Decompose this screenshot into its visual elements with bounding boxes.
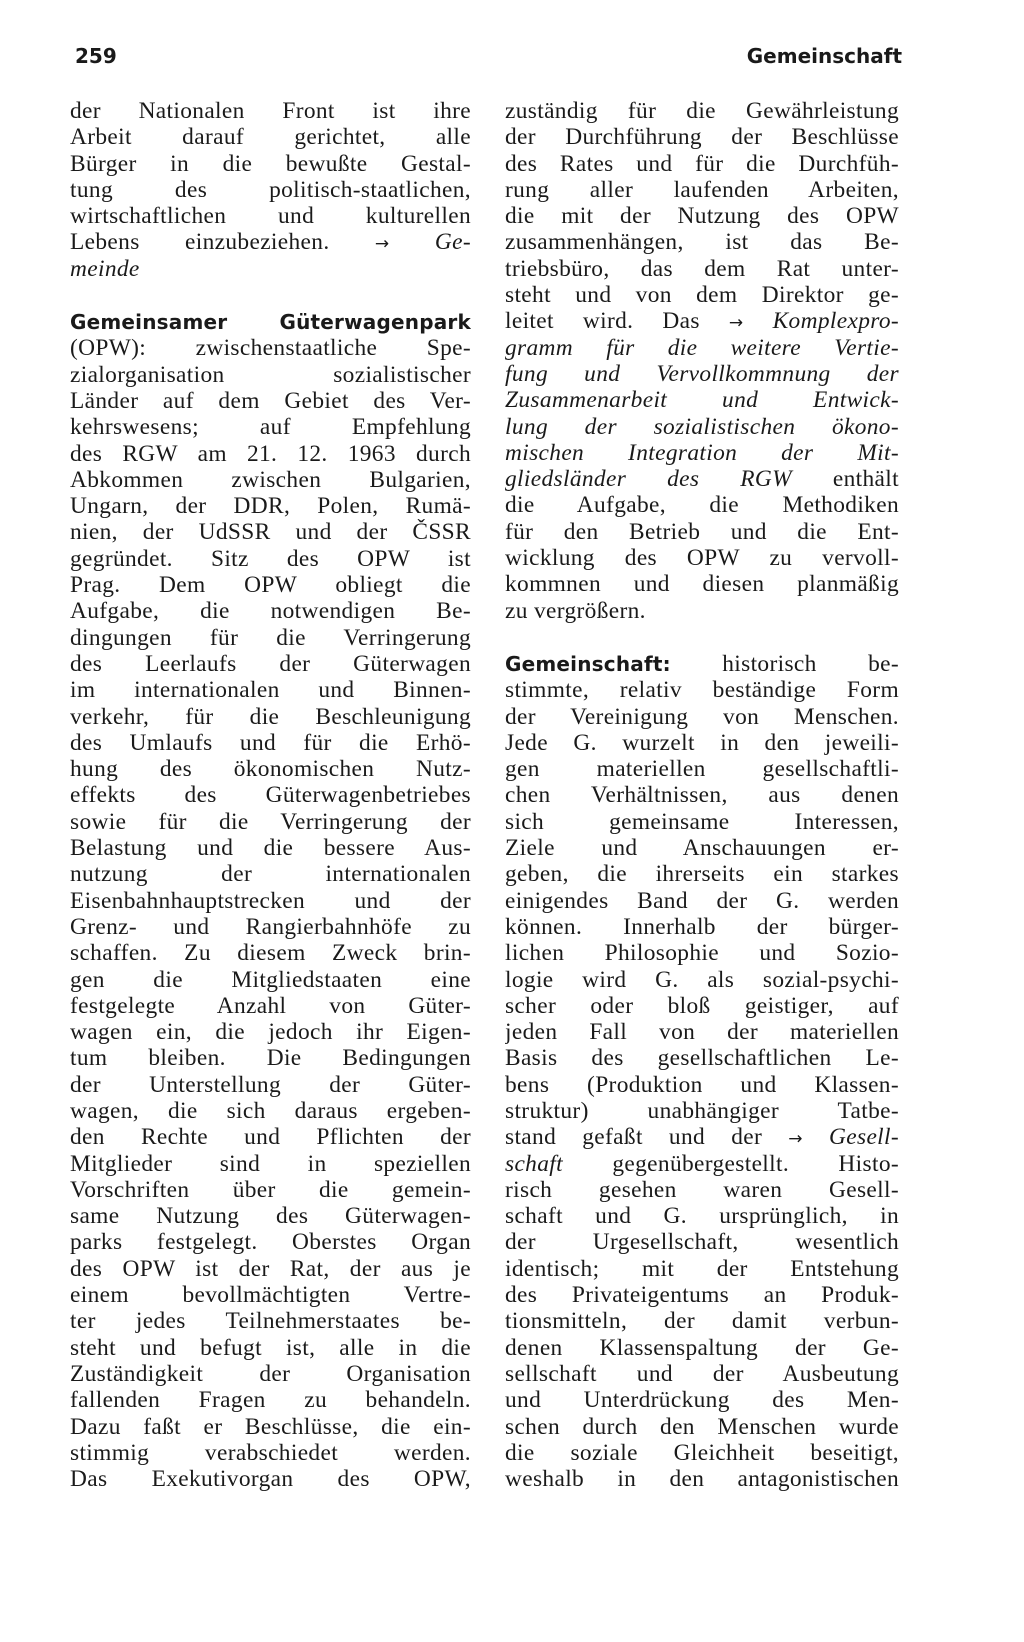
entry-heading-line (70, 309, 471, 335)
text-line: Grenz- und Rangierbahnhöfe zu (70, 913, 471, 940)
text-line: Dazu faßt er Beschlüsse, die ein- (70, 1413, 471, 1440)
paragraph-gap (505, 624, 899, 651)
text-line: können. Innerhalb der bürger- (505, 913, 899, 940)
text-line: verkehr, für die Beschleunigung (70, 703, 471, 730)
text-line: der Nationalen Front ist ihre (70, 98, 471, 124)
text-line: im internationalen und Binnen- (70, 677, 471, 704)
cross-reference: meinde (70, 255, 140, 282)
text-fragment: leitet wird. Das (505, 308, 700, 335)
text-line: hung des ökonomischen Nutz- (70, 756, 471, 783)
text-line: des RGW am 21. 12. 1963 durch (70, 440, 471, 467)
text-line: sellschaft und der Ausbeutung (505, 1360, 899, 1387)
text-line: nutzung der internationalen (70, 861, 471, 888)
cross-reference: Ge- (434, 229, 471, 256)
text-line: die mit der Nutzung des OPW (505, 203, 899, 230)
text-line: sich gemeinsame Interessen, (505, 808, 899, 835)
text-line: der Vereinigung von Menschen. (505, 703, 899, 730)
text-fragment: historisch be- (722, 650, 899, 677)
text-line: festgelegte Anzahl von Güter- (70, 992, 471, 1019)
lemma-heading: Gemeinsamer Güterwagenpark (70, 310, 471, 335)
lemma-heading: Gemeinschaft: (505, 651, 671, 676)
text-line: tionsmitteln, der damit verbun- (505, 1308, 899, 1335)
text-line: der Unterstellung der Güter- (70, 1071, 471, 1098)
text-line: des Rates und für die Durchfüh- (505, 150, 899, 177)
paragraph-gap (70, 282, 471, 309)
text-line: Länder auf dem Gebiet des Ver- (70, 387, 471, 414)
text-line: bens (Produktion und Klassen- (505, 1071, 899, 1098)
text-line: identisch; mit der Entstehung (505, 1255, 899, 1282)
cross-reference-line: fung und Vervollkommnung der (505, 360, 899, 387)
text-fragment: enthält (832, 466, 899, 493)
text-line: des Privateigentums an Produk- (505, 1282, 899, 1309)
text-line: Ziele und Anschauungen er- (505, 835, 899, 862)
text-line: geben, die ihrerseits ein starkes (505, 861, 899, 888)
text-line: struktur) unabhängiger Tatbe- (505, 1097, 899, 1124)
text-line: logie wird G. als sozial-psychi- (505, 966, 899, 993)
text-line: wicklung des OPW zu vervoll- (505, 545, 899, 572)
text-line: der Durchführung der Beschlüsse (505, 124, 899, 151)
text-line: (OPW): zwischenstaatliche Spe- (70, 335, 471, 362)
text-line: gegründet. Sitz des OPW ist (70, 545, 471, 572)
text-line: tum bleiben. Die Bedingungen (70, 1045, 471, 1072)
text-line: für den Betrieb und die Ent- (505, 518, 899, 545)
text-line: gen die Mitgliedstaaten eine (70, 966, 471, 993)
text-line: Jede G. wurzelt in den jeweili- (505, 729, 899, 756)
text-line: Vorschriften über die gemein- (70, 1176, 471, 1203)
entry-heading-line (505, 651, 899, 677)
cross-reference-line: mischen Integration der Mit- (505, 439, 899, 466)
cross-reference: schaft (505, 1150, 563, 1177)
right-column (505, 98, 899, 1492)
text-line: wagen, die sich daraus ergeben- (70, 1097, 471, 1124)
text-line: Basis des gesellschaftlichen Le- (505, 1045, 899, 1072)
text-line: gen materiellen gesellschaftli- (505, 756, 899, 783)
text-line-with-reference (505, 466, 899, 492)
text-line-with-reference (70, 256, 471, 282)
text-line: schen durch den Menschen wurde (505, 1413, 899, 1440)
text-line-with-reference (505, 1151, 899, 1177)
left-column (70, 98, 471, 1492)
text-line: same Nutzung des Güterwagen- (70, 1203, 471, 1230)
page-number: 259 (75, 44, 117, 68)
text-line: des Leerlaufs der Güterwagen (70, 650, 471, 677)
text-line: weshalb in den antagonistischen (505, 1466, 899, 1493)
text-line: stimmig verabschiedet werden. (70, 1439, 471, 1466)
text-line: zialorganisation sozialistischer (70, 361, 471, 388)
text-line: fallenden Fragen zu behandeln. (70, 1387, 471, 1414)
text-fragment: gegenübergestellt. Histo- (612, 1150, 899, 1177)
text-line: effekts des Güterwagenbetriebes (70, 782, 471, 809)
text-line: sowie für die Verringerung der (70, 808, 471, 835)
text-line: nien, der UdSSR und der ČSSR (70, 519, 471, 546)
text-line: wagen ein, die jedoch ihr Eigen- (70, 1019, 471, 1046)
text-line: triebsbüro, das dem Rat unter- (505, 255, 899, 282)
text-line: Abkommen zwischen Bulgarien, (70, 466, 471, 493)
cross-reference: Komplexpro- (772, 308, 899, 335)
text-line: Mitglieder sind in speziellen (70, 1150, 471, 1177)
text-line: zuständig für die Gewährleistung (505, 98, 899, 124)
text-line: ter jedes Teilnehmerstaates be- (70, 1308, 471, 1335)
text-line: Das Exekutivorgan des OPW, (70, 1466, 471, 1493)
cross-reference-line: gramm für die weitere Vertie- (505, 334, 899, 361)
text-line: jeden Fall von der materiellen (505, 1019, 899, 1046)
cross-reference: Gesell- (829, 1124, 899, 1151)
text-line: die soziale Gleichheit beseitigt, (505, 1439, 899, 1466)
text-line: zusammenhängen, ist das Be- (505, 229, 899, 256)
text-line: stimmte, relativ beständige Form (505, 677, 899, 704)
cross-reference-line: Zusammenarbeit und Entwick- (505, 387, 899, 414)
text-line: schaffen. Zu diesem Zweck brin- (70, 940, 471, 967)
cross-reference: gliedsländer des RGW (505, 466, 792, 493)
text-line: zu vergrößern. (505, 597, 646, 624)
text-line: schaft und G. ursprünglich, in (505, 1203, 899, 1230)
text-line: rung aller laufenden Arbeiten, (505, 176, 899, 203)
text-line: scher oder bloß geistiger, auf (505, 992, 899, 1019)
text-line: Zuständigkeit der Organisation (70, 1360, 471, 1387)
text-line: tung des politisch-staatlichen, (70, 176, 471, 203)
reference-arrow-icon: → (728, 313, 744, 334)
reference-arrow-icon: → (374, 234, 390, 255)
text-line: denen Klassenspaltung der Ge- (505, 1334, 899, 1361)
text-line: kehrswesens; auf Empfehlung (70, 414, 471, 441)
reference-arrow-icon: → (788, 1129, 803, 1150)
running-head: Gemeinschaft (746, 44, 902, 68)
text-line: steht und befugt ist, alle in die (70, 1334, 471, 1361)
text-line: Arbeit darauf gerichtet, alle (70, 124, 471, 151)
text-line: lichen Philosophie und Sozio- (505, 940, 899, 967)
text-fragment: stand gefaßt und der (505, 1124, 763, 1151)
text-line-with-reference (505, 1124, 899, 1150)
text-line: einem bevollmächtigten Vertre- (70, 1282, 471, 1309)
page-header (75, 44, 902, 76)
text-line: des OPW ist der Rat, der aus je (70, 1255, 471, 1282)
text-line: einigendes Band der G. werden (505, 887, 899, 914)
text-line: steht und von dem Direktor ge- (505, 282, 899, 309)
text-fragment: Lebens einzubeziehen. (70, 229, 330, 256)
text-line: dingungen für die Verringerung (70, 624, 471, 651)
text-line: kommnen und diesen planmäßig (505, 571, 899, 598)
text-line: risch gesehen waren Gesell- (505, 1176, 899, 1203)
text-line-with-reference (505, 308, 899, 334)
text-line: chen Verhältnissen, aus denen (505, 782, 899, 809)
cross-reference-line: lung der sozialistischen ökono- (505, 413, 899, 440)
text-line: Eisenbahnhauptstrecken und der (70, 887, 471, 914)
text-line: des Umlaufs und für die Erhö- (70, 729, 471, 756)
text-line: den Rechte und Pflichten der (70, 1124, 471, 1151)
text-line: Belastung und die bessere Aus- (70, 835, 471, 862)
text-line: wirtschaftlichen und kulturellen (70, 203, 471, 230)
text-line: Aufgabe, die notwendigen Be- (70, 598, 471, 625)
text-line: die Aufgabe, die Methodiken (505, 492, 899, 519)
text-line: Bürger in die bewußte Gestal- (70, 150, 471, 177)
text-line: Ungarn, der DDR, Polen, Rumä- (70, 493, 471, 520)
text-line: und Unterdrückung des Men- (505, 1387, 899, 1414)
text-line: der Urgesellschaft, wesentlich (505, 1229, 899, 1256)
text-line: parks festgelegt. Oberstes Organ (70, 1229, 471, 1256)
text-line: Prag. Dem OPW obliegt die (70, 572, 471, 599)
text-line-with-reference (70, 229, 471, 255)
